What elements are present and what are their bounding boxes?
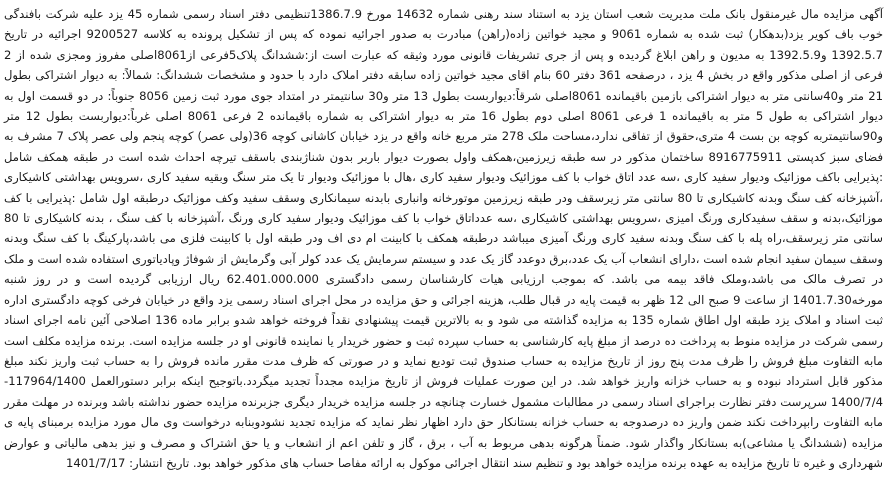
notice-body: آگهی مزایده مال غیرمنقول بانک ملت مدیریت شعب استان یزد به استناد سند رهنی شماره 14632 مورخ 1386.7.9تنظیمی دفتر اسناد رسمی شماره 45 یزد علیه شرکت بافندگی خوب باف کویر یزد(بدهکار) ثبت شده به شماره 9061 و مجید خواتین زاده(راهن) مبادرت به صدور اجرائیه نموده که پس از تشکیل پرونده به کلاسه 9200527 اجرائیه در تاریخ 1392.5.7 و1392.5.9 به مدیون و راهن ابلاغ گردیده و پس از جری تشریفات قانونی مورد وثیقه که عبارت است از:ششدانگ پلاک5فرعی از8061اصلی مفروز ومجزی شده از 2 فرعی از اصلی مذکور واقع در بخش 4 یزد ، درصفحه 361 دفتر 60 بنام اقای مجید خواتین زاده سابقه دفتر املاک دارد با حدود و مشخصات ششدانگ: شمالاً: به دیوار اشتراکی بطول 21 متر و40سانتی متر به دیوار اشتراکی بازمین باقیمانده 8061اصلی شرقاً:دیواربست بطول 13 متر و30 سانتیمتر در امتداد جوی مورد ثبت زمین 8056 جنوباً: در دو قسمت اول به دیوار اشتراکی به طول 5 متر به باقیمانده 1 فرعی 8061 اصلی دوم بطول 16 متر به دیوار اشتراکی به شماره باقیمانده 2 فرعی 8061 اصلی غرباً:دیواربست بطول 12 متر و90سانتیمتربه کوچه بن بست 4 متری،حقوق از تفاقی ندارد،مساحت ملک 278 متر مربع خانه واقع در یزد خیابان کاشانی کوچه 36(ولی عصر) کوچه پنجم ولی عصر پلاک 7 مشرف به فضای سبز کدپستی 8916775911 ساختمان مذکور در سه طبقه زیرزمین،همکف واول بصورت دیوار باربر بدون شناژبندی باسقف تیرچه احداث شده است در طبقه همکف شامل :پذیرایی باکف موزائیک ودیوار سفید کاری ،سه عدد اتاق خواب با کف موزائیک ودیوار سفید کاری ،هال با موزائیک ودیوار تا یک متر سنگ وبقیه سفید کاری ،سرویس بهداشتی کاشیکاری ،آشپزخانه کف سنگ وبدنه کاشیکاری تا 80 سانتی متر زیرسقف ودر طبقه زیرزمین موتورخانه وانباری بابدنه سیمانکاری وسقف سفید وکف موزائیک درطبقه اول شامل :پذیرایی با کف موزائیک،بدنه و سقف سفیدکاری ورنگ امیزی ،سرویس بهداشتی کاشیکاری ،سه عدداتاق خواب با کف موزائیک ودیوار سفید کاری ورنگ ،آشپزخانه با کف سنگ ، بدنه کاشیکاری تا 80 سانتی متر زیرسقف،راه پله با کف سنگ وبدنه سفید کاری ورنگ آمیزی میباشد درطبقه همکف با کابینت ام دی اف ودر طبقه اول با کابینت فلزی می باشد،پارکینگ با کف سنگ وبدنه وسقف سیمان سفید انجام شده است ،دارای انشعاب آب یک عدد،برق دوعدد گاز یک عدد و سیستم سرمایش یک عدد کولر آبی وگرمایش از شوفاژ وپادیاتوری استفاده شده است و ملک در تصرف مالک می باشد،وملک فاقد بیمه می باشد. که بموجب ارزیابی هیات کارشناسان رسمی دادگستری 62.401.000.000 ریال ارزیابی گردیده است و در روز شنبه مورخه1401.7.30 از ساعت 9 صبح الی 12 ظهر به قیمت پایه در قبال طلب، هزینه اجرائی و حق مزایده در محل اجرای اسناد رسمی یزد واقع در خیابان فرخی کوچه دادگستری اداره ثبت اسناد و املاک یزد طبقه اول اطاق شماره 135 به مزایده گذاشته می شود و به بالاترین قیمت پیشنهادی نقداً فروخته خواهد شدو برابر ماده 136 اصلاحی آئین نامه اجرای اسناد رسمی شرکت در مزایده منوط به پرداخت ده درصد از مبلغ پایه کارشناسی به حساب سپرده ثبت و حضور خریدار یا نماینده قانونی او در جلسه مزایده است. برنده مزایده مکلف است مابه التفاوت مبلغ فروش را ظرف مدت پنج روز از تاریخ مزایده به حساب صندوق ثبت تودیع نماید و در صورتی که ظرف مدت مقرر مانده فروش را به حساب ثبت واریز نکند مبلغ مذکور قابل استرداد نبوده و به حساب خزانه واریز خواهد شد. در این صورت عملیات فروش از تاریخ مزایده مجدداً تجدید میگردد.باتوجیح اینکه برابر دستورالعمل 117964/1400-1400/7/4 سرپرست دفتر نظارت براجرای اسناد رسمی در مطالبات مشمول خسارت چنانچه در جلسه مزایده خریدار دیگری جزبرنده مزایده حضور نداشته باشد وبرنده در مهلت مقرر مابه التفاوت رابپرداخت نکند ضمن واریز ده درصدوجه به حساب خزانه بستانکار حق دارد اظهار نظر نماید که مزایده تجدید نشودوبنابه درخواست وی مال مورد مزایده برمبنای پایه ی مزایده (ششدانگ یا مشاعی)به بستانکار واگذار شود. ضمناً هرگونه بدهی مربوط به آب ، برق ، گاز و تلفن اعم از انشعاب و یا حق اشتراک و مصرف و نیز بدهی مالیاتی و عوارض شهرداری و غیره تا تاریخ مزایده به عهده برنده مزایده خواهد بود و تنظیم سند انتقال اجرائی موکول به ارائه مفاصا حساب های مذکور خواهد بود. تاریخ انتشار: 1401/7/17 — [4, 7, 884, 470]
